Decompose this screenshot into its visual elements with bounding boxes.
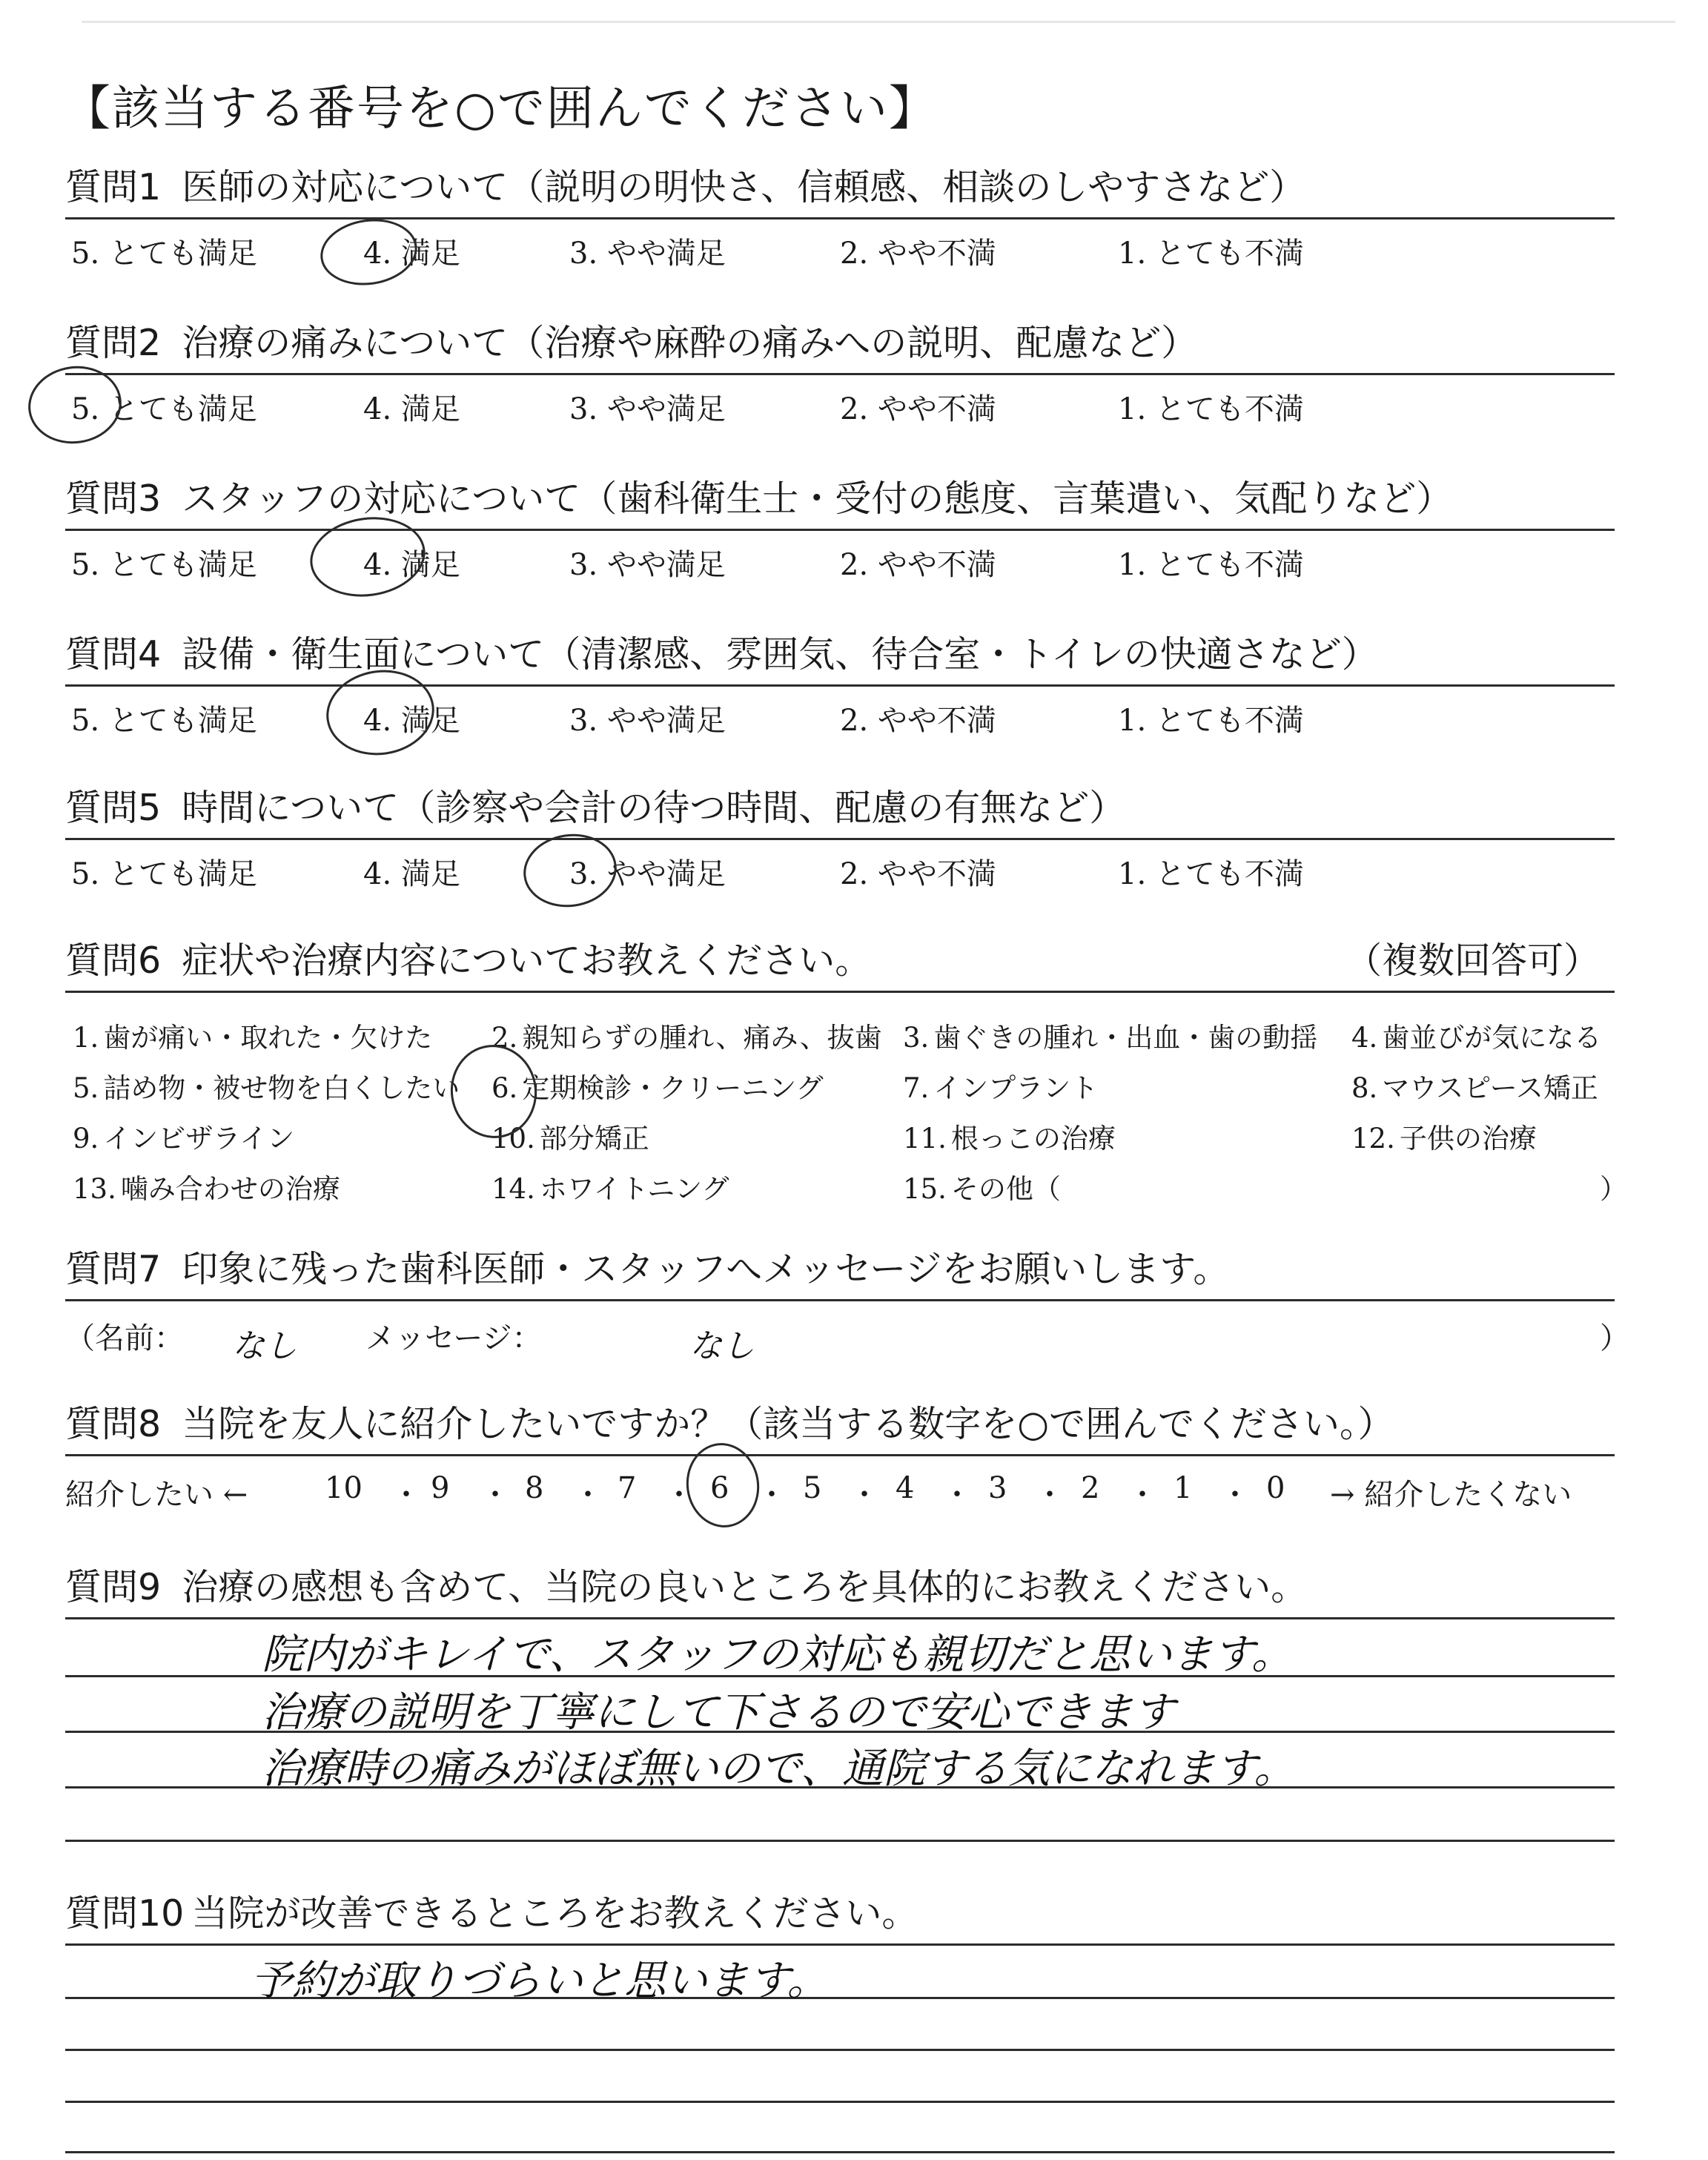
question-text: 時間について（診察や会計の待つ時間、配慮の有無など）	[182, 787, 1126, 829]
selection-circle	[321, 663, 440, 762]
scale-separator: ・	[850, 1478, 879, 1512]
question-text: 当院が改善できるところをお教えください。	[191, 1892, 918, 1935]
question-number: 質問5	[65, 787, 162, 829]
scale-5[interactable]: 5	[803, 1471, 822, 1505]
option-4[interactable]: 4. 満足	[363, 392, 460, 426]
scale-3[interactable]: 3	[988, 1471, 1007, 1505]
answer-rule	[65, 2151, 1615, 2153]
symptom-item[interactable]: 1. 歯が痛い・取れた・欠けた	[73, 1022, 433, 1054]
question-text: 設備・衛生面について（清潔感、雰囲気、待合室・トイレの快適さなど）	[182, 633, 1378, 676]
scale-1[interactable]: 1	[1174, 1471, 1193, 1505]
name-label: （名前：	[65, 1321, 184, 1355]
symptom-item[interactable]: 10. 部分矯正	[491, 1123, 649, 1155]
divider	[65, 529, 1615, 531]
scale-4[interactable]: 4	[896, 1471, 915, 1505]
question-7	[65, 1248, 1629, 1365]
symptom-item[interactable]: 14. ホワイトニング	[491, 1173, 729, 1205]
option-1[interactable]: 1. とても不満	[1118, 857, 1304, 891]
question-6	[65, 939, 1627, 1223]
scale-9[interactable]: 9	[431, 1471, 450, 1505]
answer-line[interactable]: 治療時の痛みがほぼ無いので、通院する気になれます。	[262, 1745, 1296, 1793]
question-text: スタッフの対応について（歯科衛生士・受付の態度、言葉遣い、気配りなど）	[182, 478, 1453, 520]
scale-2[interactable]: 2	[1081, 1471, 1100, 1505]
scale-0[interactable]: 0	[1266, 1471, 1285, 1505]
message-value[interactable]: なし	[689, 1327, 755, 1365]
scale-separator: ・	[1220, 1478, 1250, 1512]
top-rule	[82, 21, 1675, 23]
option-3[interactable]: 3. やや満足	[569, 237, 726, 271]
selection-circle	[305, 510, 430, 604]
option-3[interactable]: 3. やや満足	[569, 704, 726, 738]
question-number: 質問8	[65, 1403, 162, 1445]
option-4[interactable]: 4. 満足	[363, 704, 460, 738]
multiple-answer-note: （複数回答可）	[1345, 939, 1600, 982]
option-1[interactable]: 1. とても不満	[1118, 548, 1304, 582]
name-value[interactable]: なし	[232, 1327, 297, 1365]
option-1[interactable]: 1. とても不満	[1118, 237, 1304, 271]
question-5	[65, 787, 1615, 892]
divider	[65, 1299, 1615, 1301]
question-text: 症状や治療内容についてお教えください。	[182, 939, 872, 982]
option-3[interactable]: 3. やや満足	[569, 548, 726, 582]
divider	[65, 684, 1615, 687]
divider	[65, 991, 1615, 993]
question-number: 質問6	[65, 939, 162, 982]
symptom-item[interactable]: 12. 子供の治療	[1351, 1123, 1537, 1155]
question-8	[65, 1404, 1615, 1516]
divider	[65, 1454, 1615, 1456]
option-2[interactable]: 2. やや不満	[840, 237, 996, 271]
option-4[interactable]: 4. 満足	[363, 548, 460, 582]
message-label: メッセージ：	[365, 1321, 542, 1355]
symptom-item[interactable]: 8. マウスピース矯正	[1351, 1072, 1598, 1104]
scale-6[interactable]: 6	[710, 1471, 729, 1505]
option-2[interactable]: 2. やや不満	[840, 548, 996, 582]
scale-8[interactable]: 8	[525, 1471, 544, 1505]
question-number: 質問10	[65, 1892, 185, 1935]
question-number: 質問2	[65, 322, 162, 364]
option-5[interactable]: 5. とても満足	[71, 857, 257, 891]
divider	[65, 217, 1615, 219]
recommend-left-label: 紹介したい ←	[65, 1478, 248, 1512]
scale-7[interactable]: 7	[618, 1471, 637, 1505]
answer-line[interactable]: 治療の説明を丁寧にして下さるので安心できます	[262, 1688, 1175, 1737]
option-4[interactable]: 4. 満足	[363, 237, 460, 271]
question-number: 質問9	[65, 1566, 162, 1608]
answer-rule	[65, 1617, 1615, 1619]
question-number: 質問3	[65, 478, 162, 520]
question-1	[65, 167, 1615, 271]
other-close-paren: ）	[1600, 1173, 1627, 1205]
answer-line[interactable]: 院内がキレイで、スタッフの対応も親切だと思います。	[262, 1631, 1294, 1679]
question-text: 治療の感想も含めて、当院の良いところを具体的にお教えください。	[182, 1566, 1308, 1608]
answer-line[interactable]: 予約が取りづらいと思います。	[251, 1957, 829, 2005]
question-4	[65, 634, 1615, 739]
symptom-item[interactable]: 5. 詰め物・被せ物を白くしたい	[73, 1072, 460, 1104]
option-4[interactable]: 4. 満足	[363, 857, 460, 891]
option-5[interactable]: 5. とても満足	[71, 704, 257, 738]
symptom-item[interactable]: 4. 歯並びが気になる	[1351, 1022, 1602, 1054]
question-3	[65, 478, 1615, 583]
question-text: 医師の対応について（説明の明快さ、信頼感、相談のしやすさなど）	[182, 166, 1306, 208]
option-2[interactable]: 2. やや不満	[840, 392, 996, 426]
close-paren: ）	[1600, 1321, 1629, 1355]
option-3[interactable]: 3. やや満足	[569, 857, 726, 891]
option-5[interactable]: 5. とても満足	[71, 237, 257, 271]
answer-rule	[65, 1943, 1615, 1946]
scale-separator: ・	[942, 1478, 972, 1512]
selection-circle	[317, 213, 422, 291]
scale-separator: ・	[391, 1478, 421, 1512]
answer-rule	[65, 2049, 1615, 2051]
question-number: 質問7	[65, 1248, 162, 1290]
scale-separator: ・	[480, 1478, 510, 1512]
question-number: 質問4	[65, 633, 162, 676]
option-3[interactable]: 3. やや満足	[569, 392, 726, 426]
selection-circle	[681, 1439, 765, 1533]
question-2	[65, 323, 1615, 427]
question-number: 質問1	[65, 166, 162, 208]
option-5[interactable]: 5. とても満足	[71, 392, 257, 426]
question-9	[65, 1567, 1615, 1890]
scale-separator: ・	[664, 1478, 694, 1512]
symptom-item[interactable]: 2. 親知らずの腫れ、痛み、抜歯	[491, 1022, 882, 1054]
symptom-item[interactable]: 13. 噛み合わせの治療	[73, 1173, 340, 1205]
divider	[65, 838, 1615, 840]
page-title: 【該当する番号を○で囲んでください】	[63, 82, 938, 136]
question-text: 印象に残った歯科医師・スタッフへメッセージをお願いします。	[182, 1248, 1230, 1290]
symptom-item[interactable]: 3. 歯ぐきの腫れ・出血・歯の動揺	[903, 1022, 1318, 1054]
symptom-item[interactable]: 11. 根っこの治療	[903, 1123, 1116, 1155]
scale-separator: ・	[757, 1478, 787, 1512]
option-5[interactable]: 5. とても満足	[71, 548, 257, 582]
symptom-item[interactable]: 15. その他（	[903, 1173, 1061, 1205]
selection-circle	[519, 828, 621, 914]
option-1[interactable]: 1. とても不満	[1118, 392, 1304, 426]
scale-separator: ・	[1035, 1478, 1065, 1512]
recommend-right-label: → 紹介したくない	[1330, 1478, 1572, 1512]
symptom-item[interactable]: 7. インプラント	[903, 1072, 1099, 1104]
scale-10[interactable]: 10	[325, 1471, 363, 1505]
option-1[interactable]: 1. とても不満	[1118, 704, 1304, 738]
divider	[65, 373, 1615, 375]
option-2[interactable]: 2. やや不満	[840, 857, 996, 891]
question-text: 当院を友人に紹介したいですか？（該当する数字を○で囲んでください。）	[182, 1403, 1394, 1445]
answer-rule	[65, 2101, 1615, 2103]
symptom-item[interactable]: 6. 定期検診・クリーニング	[491, 1072, 824, 1104]
option-2[interactable]: 2. やや不満	[840, 704, 996, 738]
question-10	[65, 1893, 1615, 2157]
answer-rule	[65, 1840, 1615, 1842]
scale-separator: ・	[1128, 1478, 1157, 1512]
symptom-item[interactable]: 9. インビザライン	[73, 1123, 295, 1155]
question-text: 治療の痛みについて（治療や麻酔の痛みへの説明、配慮など）	[182, 322, 1198, 364]
scale-separator: ・	[573, 1478, 603, 1512]
